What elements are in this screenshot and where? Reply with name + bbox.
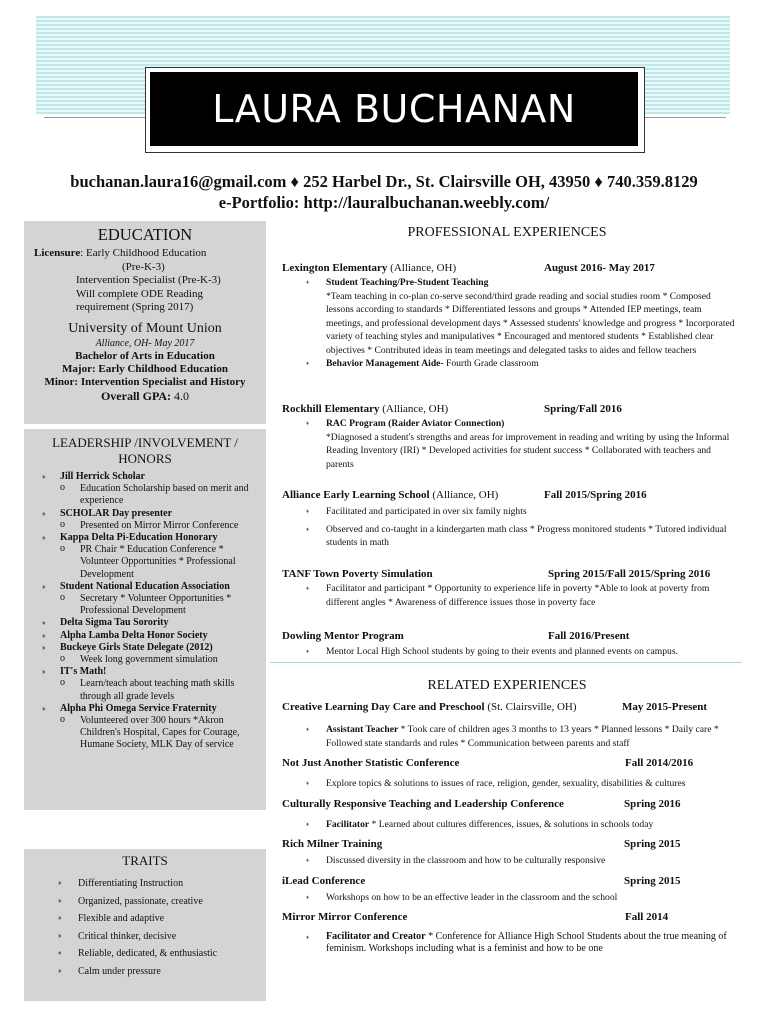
- job-role: Facilitator: [326, 819, 370, 830]
- list-item: o Learn/teach about teaching math skills through all grade levels: [42, 678, 258, 702]
- job-date: Fall 2016/Present: [548, 630, 630, 642]
- licensure-line: requirement (Spring 2017): [76, 301, 194, 313]
- licensure-line: : Early Childhood Education: [80, 247, 207, 259]
- job-alliance: [282, 489, 737, 550]
- job-role: Assistant Teacher: [326, 724, 399, 735]
- job-role: Behavior Management Aide-: [326, 358, 444, 369]
- job-date: Spring 2015/Fall 2015/Spring 2016: [548, 568, 711, 580]
- job-org: Lexington Elementary: [282, 262, 388, 274]
- job-tanf: [282, 568, 737, 609]
- list-item: ♦ Organized, passionate, creative: [58, 893, 266, 911]
- job-dowling: [282, 630, 737, 659]
- job-bullet: ♦ Facilitator and participant * Opportunity to experience life in poverty *Able to look at poverty from different angles * Awareness of difference issues those in poverty face: [282, 582, 737, 609]
- traits-section: [24, 849, 266, 1001]
- job-role: ♦ Student Teaching/Pre-Student Teaching: [282, 276, 737, 290]
- job-description: *Team teaching in co-plan co-serve second/third grade reading and social studies room * Composed lessons according to standards * Differentiated lessons and groups * Attended IEP meetings, team meetings, and professional development days * Assessed students' knowledge and progress * Incorporated variety of teaching styles and manipulatives * Encouraged and mentored students * Established clear objectives * Contributed ideas in team meetings and delegated tasks to aides and fellow teachers: [326, 290, 735, 356]
- job-org: Rockhill Elementary: [282, 403, 380, 415]
- job-rockhill: [282, 403, 737, 471]
- licensure-line: Intervention Specialist (Pre-K-3): [76, 274, 221, 286]
- licensure-label: Licensure: [34, 247, 81, 259]
- major: Major: Early Childhood Education: [62, 362, 228, 375]
- job-bullet: ♦ Observed and co-taught in a kindergarten math class * Progress monitored students * Tutored individual students in math: [282, 523, 737, 550]
- job-location: (Alliance, OH): [429, 489, 499, 501]
- job-role-detail: Fourth Grade classroom: [443, 358, 539, 369]
- job-role: Facilitator and Creator: [326, 931, 426, 942]
- job-date: August 2016- May 2017: [544, 262, 655, 274]
- list-item: ♦ Alpha Lamba Delta Honor Society: [42, 630, 258, 642]
- list-item: ♦ Delta Sigma Tau Sorority: [42, 617, 258, 629]
- job-date: Fall 2014/2016: [625, 757, 694, 769]
- licensure-block: [24, 245, 266, 315]
- job-date: Spring 2015: [624, 838, 681, 850]
- list-item: ♦ IT's Math!: [42, 666, 258, 678]
- school-name: University of Mount Union: [68, 320, 222, 336]
- job-creative: [282, 701, 737, 750]
- list-item: ♦ Buckeye Girls State Delegate (2012): [42, 642, 258, 654]
- leadership-list: [24, 471, 266, 752]
- job-bullet: ♦ Discussed diversity in the classroom and how to be culturally responsive: [282, 854, 737, 868]
- job-bullet: ♦ Workshops on how to be an effective leader in the classroom and the school: [282, 891, 737, 905]
- job-description: * Conference for Alliance High School Students about the true meaning of feminism. Workshops including what is a feminist and how to be one: [326, 931, 727, 954]
- job-milner: [282, 838, 737, 868]
- leadership-title: LEADERSHIP /INVOLVEMENT / HONORS: [52, 435, 238, 466]
- list-item: o Presented on Mirror Mirror Conference: [42, 520, 258, 532]
- school-meta: Alliance, OH- May 2017: [95, 337, 195, 349]
- list-item: o Education Scholarship based on merit and experience: [42, 483, 258, 507]
- gpa-value: 4.0: [171, 388, 190, 403]
- list-item: o Week long government simulation: [42, 654, 258, 666]
- list-item: ♦ Calm under pressure: [58, 963, 266, 981]
- licensure-line: Will complete ODE Reading: [76, 287, 203, 300]
- job-date: Spring 2015: [624, 875, 681, 887]
- list-item: ♦ Flexible and adaptive: [58, 910, 266, 928]
- job-date: May 2015-Present: [622, 701, 708, 713]
- job-location: (Alliance, OH): [387, 262, 457, 274]
- portfolio-line: e-Portfolio: http://lauralbuchanan.weebly.com/: [218, 193, 550, 212]
- job-bullet: ♦ Facilitated and participated in over six family nights: [282, 505, 737, 519]
- licensure-line: (Pre-K-3): [122, 260, 165, 273]
- list-item: ♦ Critical thinker, decisive: [58, 928, 266, 946]
- job-org: iLead Conference: [282, 875, 366, 887]
- list-item: ♦ Kappa Delta Pi-Education Honorary: [42, 532, 258, 544]
- education-section: [24, 221, 266, 424]
- list-item: o PR Chair * Education Conference * Volunteer Opportunities * Professional Development: [42, 544, 258, 581]
- job-mirror: [282, 911, 737, 955]
- job-description: * Took care of children ages 3 months to 13 years * Planned lessons * Daily care * Followed state standards and rules * Communication between parents and staff: [326, 724, 719, 749]
- job-org: Not Just Another Statistic Conference: [282, 757, 460, 769]
- job-org: Rich Milner Training: [282, 838, 383, 850]
- job-date: Spring 2016: [624, 798, 681, 810]
- traits-title: TRAITS: [122, 853, 168, 868]
- job-date: Fall 2014: [625, 911, 669, 923]
- job-org: Culturally Responsive Teaching and Leadership Conference: [282, 798, 564, 810]
- job-date: Spring/Fall 2016: [544, 403, 622, 415]
- job-org: TANF Town Poverty Simulation: [282, 568, 433, 580]
- list-item: ♦ SCHOLAR Day presenter: [42, 508, 258, 520]
- job-bullet: ♦ Explore topics & solutions to issues of race, religion, gender, sexuality, disabilities & cultures: [282, 777, 737, 791]
- job-location: (St. Clairsville, OH): [484, 701, 577, 713]
- list-item: ♦ Reliable, dedicated, & enthusiastic: [58, 945, 266, 963]
- job-role: ♦ RAC Program (Raider Aviator Connection): [282, 417, 737, 431]
- job-location: (Alliance, OH): [379, 403, 449, 415]
- job-org: Dowling Mentor Program: [282, 630, 404, 642]
- job-lexington: [282, 262, 737, 371]
- job-crt: [282, 798, 737, 832]
- professional-title: PROFESSIONAL EXPERIENCES: [407, 225, 607, 240]
- job-org: Mirror Mirror Conference: [282, 911, 408, 923]
- leadership-section: [24, 429, 266, 810]
- list-item: o Secretary * Volunteer Opportunities * Professional Development: [42, 593, 258, 617]
- job-description: * Learned about cultures differences, issues, & solutions in schools today: [369, 819, 654, 830]
- traits-list: [24, 875, 266, 980]
- education-title: EDUCATION: [97, 225, 193, 244]
- list-item: ♦ Differentiating Instruction: [58, 875, 266, 893]
- degree: Bachelor of Arts in Education: [75, 349, 215, 362]
- job-org: Creative Learning Day Care and Preschool: [282, 701, 485, 713]
- job-ilead: [282, 875, 737, 905]
- list-item: ♦ Alpha Phi Omega Service Fraternity: [42, 703, 258, 715]
- gpa-label: Overall GPA:: [100, 388, 172, 403]
- list-item: ♦ Jill Herrick Scholar: [42, 471, 258, 483]
- job-org: Alliance Early Learning School: [282, 489, 430, 501]
- contact-line: buchanan.laura16@gmail.com ♦ 252 Harbel Dr., St. Clairsville OH, 43950 ♦ 740.359.8129: [70, 172, 698, 191]
- list-item: o Volunteered over 300 hours *Akron Children's Hospital, Capes for Courage, Humane Society, MLK Day of service: [42, 715, 258, 752]
- job-date: Fall 2015/Spring 2016: [544, 489, 647, 501]
- job-description: *Diagnosed a student's strengths and areas for improvement in reading and writing by using the Informal Reading Inventory (IRI) * Developed activities for student success * Collaborated with teachers and parents: [326, 431, 730, 470]
- candidate-name: LAURA BUCHANAN: [150, 72, 638, 146]
- job-bullet: ♦ Mentor Local High School students by going to their events and planned events on campus.: [282, 645, 737, 659]
- list-item: ♦ Student National Education Association: [42, 581, 258, 593]
- job-statistic: [282, 757, 737, 791]
- minor: Minor: Intervention Specialist and History: [44, 375, 246, 388]
- related-title: RELATED EXPERIENCES: [427, 678, 587, 693]
- section-divider: [270, 662, 742, 663]
